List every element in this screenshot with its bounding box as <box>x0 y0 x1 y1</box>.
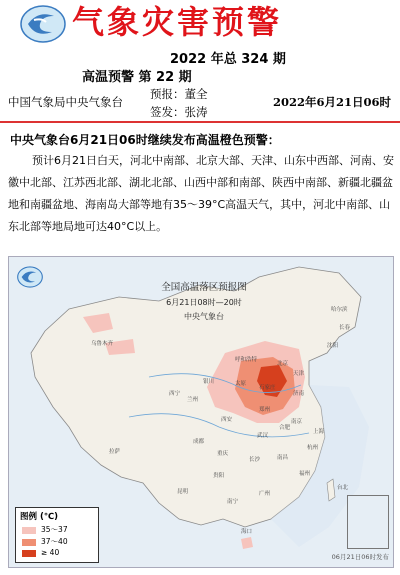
header-divider <box>0 121 400 123</box>
city-label: 南宁 <box>227 499 239 505</box>
city-label: 武汉 <box>257 433 269 439</box>
map-source: 中央气象台 <box>184 312 224 321</box>
bulletin-title: 气象灾害预警 <box>72 3 283 41</box>
city-label: 杭州 <box>307 445 319 451</box>
city-label: 长沙 <box>249 457 261 463</box>
city-label: 南京 <box>291 419 303 425</box>
signer: 签发：张涛 <box>150 105 208 119</box>
legend-label: 37～40 <box>41 537 68 546</box>
city-label: 哈尔滨 <box>331 307 348 313</box>
city-label: 沈阳 <box>327 343 339 349</box>
city-label: 成都 <box>193 439 205 445</box>
cma-logo-icon <box>18 4 68 44</box>
article-headline: 中央气象台6月21日06时继续发布高温橙色预警： <box>10 133 280 147</box>
city-label: 广州 <box>259 491 271 497</box>
city-label: 兰州 <box>187 397 199 403</box>
city-label: 呼和浩特 <box>235 357 258 363</box>
legend-item-37-40 <box>22 536 68 547</box>
legend-item-over-40 <box>22 548 59 557</box>
warning-issue: 高温预警 第 22 期 <box>82 70 192 85</box>
city-label: 福州 <box>299 471 311 477</box>
city-label: 太原 <box>235 381 247 387</box>
legend-label: 35～37 <box>41 525 68 534</box>
city-label: 郑州 <box>259 407 271 413</box>
legend-label: ≥ 40 <box>41 548 60 557</box>
south-china-sea-inset <box>347 495 389 549</box>
legend-item-35-37 <box>22 524 68 535</box>
legend-swatch <box>22 527 36 534</box>
map-issue-note: 06月21日06时发布 <box>331 553 389 561</box>
map-time-range: 6月21日08时—20时 <box>166 298 242 307</box>
city-label: 上海 <box>313 429 325 435</box>
city-label: 乌鲁木齐 <box>91 341 114 347</box>
legend-swatch <box>22 539 36 546</box>
issue-date: 2022年6月21日06时 <box>273 95 392 109</box>
city-label: 台北 <box>337 485 349 491</box>
city-label: 银川 <box>203 379 215 385</box>
map-logo-icon <box>16 265 44 289</box>
city-label: 长春 <box>339 325 351 331</box>
city-label: 西安 <box>221 417 233 423</box>
city-label: 拉萨 <box>109 449 121 455</box>
heat-forecast-map <box>8 256 394 568</box>
city-label: 贵阳 <box>213 473 225 479</box>
legend-swatch <box>22 550 36 557</box>
map-legend <box>15 507 99 563</box>
map-title: 全国高温落区预报图 <box>161 282 247 293</box>
agency-name: 中国气象局中央气象台 <box>8 95 123 109</box>
city-label: 天津 <box>293 371 305 377</box>
issue-number: 2022 年总 324 期 <box>170 52 286 67</box>
city-label: 济南 <box>293 391 305 397</box>
city-label: 北京 <box>277 361 289 367</box>
heat-area-35-37-hainan <box>241 537 253 549</box>
forecaster: 预报：董全 <box>150 87 208 101</box>
city-label: 昆明 <box>177 489 189 495</box>
city-label: 南昌 <box>277 455 289 461</box>
city-label: 西宁 <box>169 391 181 397</box>
article-body: 预计6月21日白天，河北中南部、北京大部、天津、山东中西部、河南、安徽中北部、江苏西北部、湖北北部、山西中部和南部、陕西中南部、新疆北疆盆地和南疆盆地、海南岛大部等地有35～39°C高温天气，其中，河北中南部、山东北部等地局地可达40°C以上。 <box>8 154 394 233</box>
city-label: 石家庄 <box>259 385 276 391</box>
city-label: 海口 <box>241 529 253 535</box>
legend-title: 图例 (℃) <box>20 512 59 522</box>
city-label: 重庆 <box>217 451 229 457</box>
city-label: 合肥 <box>279 425 291 431</box>
